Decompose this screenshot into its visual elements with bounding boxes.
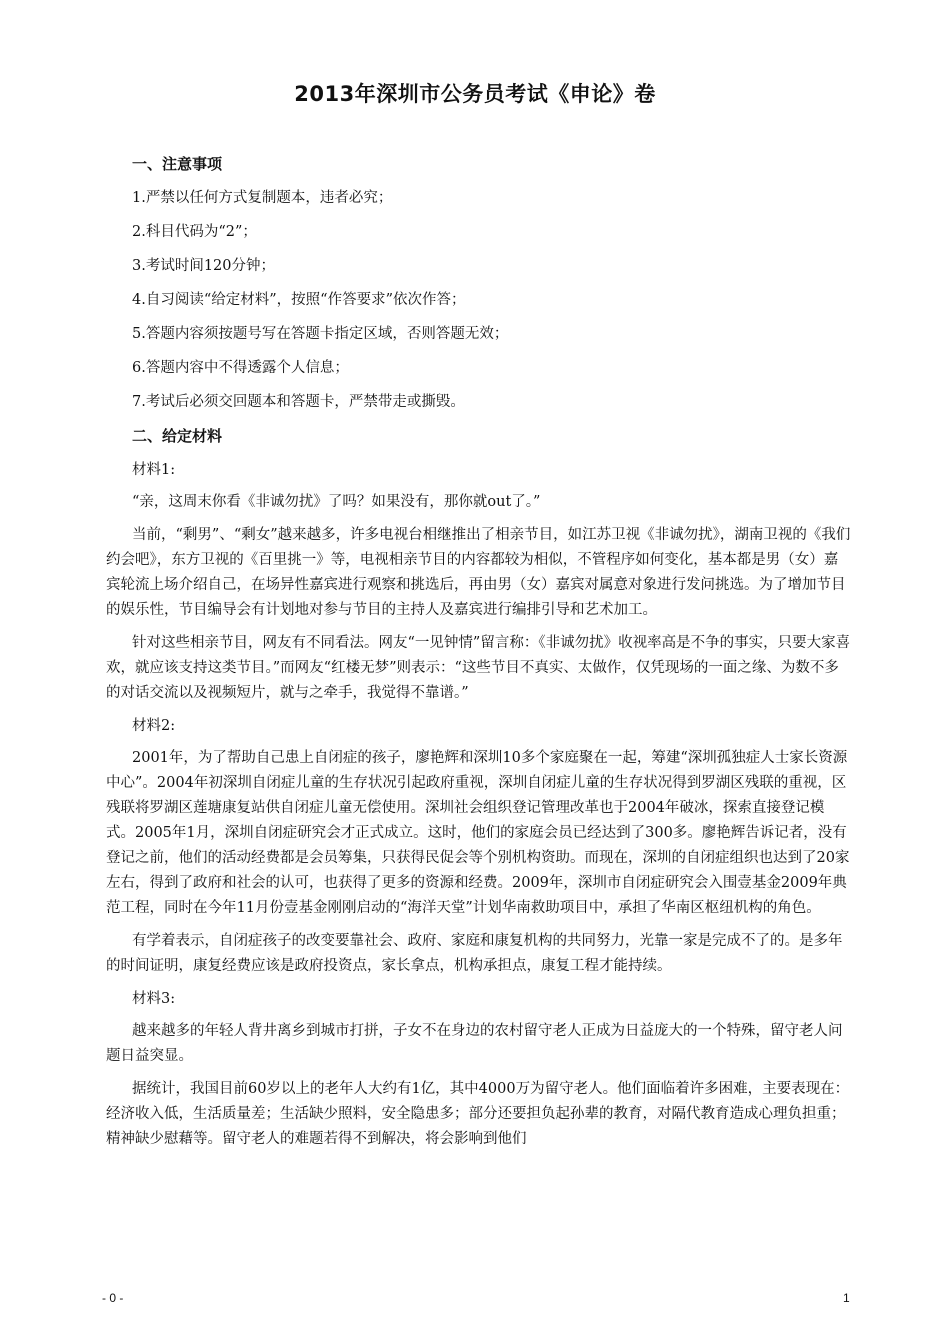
material-label: 材料3: xyxy=(132,991,176,1007)
notice-item: 2.科目代码为“2”； xyxy=(132,224,257,240)
page-number-right: 1 xyxy=(843,1291,850,1305)
notice-item: 3.考试时间120分钟； xyxy=(132,258,276,274)
material-paragraph: 2001年，为了帮助自己患上自闭症的孩子，廖艳辉和深圳10多个家庭聚在一起，筹建“深圳孤独症人士家长资源中心”。2004年初深圳自闭症儿童的生存状况引起政府重视，深圳自闭症儿童的生存状况得到罗湖区残联的重视，区残联将罗湖区莲塘康复站供自闭症儿童无偿使用。深圳社会组织登记管理改革也于2004年破冰，探索直接登记模式。2005年1月，深圳自闭症研究会才正式成立。这时，他们的家庭会员已经达到了300多。廖艳辉告诉记者，没有登记之前，他们的活动经费都是会员筹集，只获得民促会等个别机构资助。而现在，深圳的自闭症组织也达到了20家左右，得到了政府和社会的认可，也获得了更多的资源和经费。2009年，深圳市自闭症研究会入围壹基金2009年典范工程，同时在今年11月份壹基金刚刚启动的“海洋天堂”计划华南救助项目中，承担了华南区枢纽机构的角色。 xyxy=(106,750,850,916)
material-paragraph: 据统计，我国目前60岁以上的老年人大约有1亿，其中4000万为留守老人。他们面临着许多困难，主要表现在：经济收入低，生活质量差；生活缺少照料，安全隐患多；部分还要担负起孙辈的教育，对隔代教育造成心理负担重；精神缺少慰藉等。留守老人的难题若得不到解决，将会影响到他们 xyxy=(106,1081,850,1147)
page-number-left: - 0 - xyxy=(102,1291,124,1305)
material-paragraph: 针对这些相亲节目，网友有不同看法。网友“一见钟情”留言称：《非诚勿扰》收视率高是不争的事实，只要大家喜欢，就应该支持这类节目。”而网友“红楼无梦”则表示：“这些节目不真实、太做作，仅凭现场的一面之缘、为数不多的对话交流以及视频短片，就与之牵手，我觉得不靠谱。” xyxy=(106,635,851,701)
material-paragraph: 当前，“剩男”、“剩女”越来越多，许多电视台相继推出了相亲节目，如江苏卫视《非诚勿扰》，湖南卫视的《我们约会吧》，东方卫视的《百里挑一》等，电视相亲节目的内容都较为相似，不管程序如何变化，基本都是男（女）嘉宾轮流上场介绍自己，在场异性嘉宾进行观察和挑选后，再由男（女）嘉宾对属意对象进行发问挑选。为了增加节目的娱乐性，节目编导会有计划地对参与节目的主持人及嘉宾进行编排引导和艺术加工。 xyxy=(106,527,851,618)
notice-item: 7.考试后必须交回题本和答题卡，严禁带走或撕毁。 xyxy=(132,394,465,410)
notice-item: 4.自习阅读“给定材料”，按照“作答要求”依次作答； xyxy=(132,292,466,308)
material-paragraph: 越来越多的年轻人背井离乡到城市打拼，子女不在身边的农村留守老人正成为日益庞大的一个特殊，留守老人问题日益突显。 xyxy=(106,1023,843,1064)
notice-item: 6.答题内容中不得透露个人信息； xyxy=(132,360,349,376)
notice-item: 1.严禁以任何方式复制题本，违者必究； xyxy=(132,190,393,206)
material-paragraph: 有学着表示，自闭症孩子的改变要靠社会、政府、家庭和康复机构的共同努力，光靠一家是完成不了的。是多年的时间证明，康复经费应该是政府投资点，家长拿点，机构承担点，康复工程才能持续。 xyxy=(106,933,843,974)
material-label: 材料2: xyxy=(132,718,176,734)
section-heading-notice: 一、注意事项 xyxy=(132,155,223,173)
notice-item: 5.答题内容须按题号写在答题卡指定区域，否则答题无效； xyxy=(132,326,509,342)
document-body xyxy=(106,152,852,1160)
material-label: 材料1: xyxy=(132,462,176,478)
section-heading-materials: 二、给定材料 xyxy=(132,427,223,445)
document-title: 2013年深圳市公务员考试《申论》卷 xyxy=(294,82,656,106)
material-paragraph: “亲，这周末你看《非诚勿扰》了吗？如果没有，那你就out了。” xyxy=(132,494,541,510)
